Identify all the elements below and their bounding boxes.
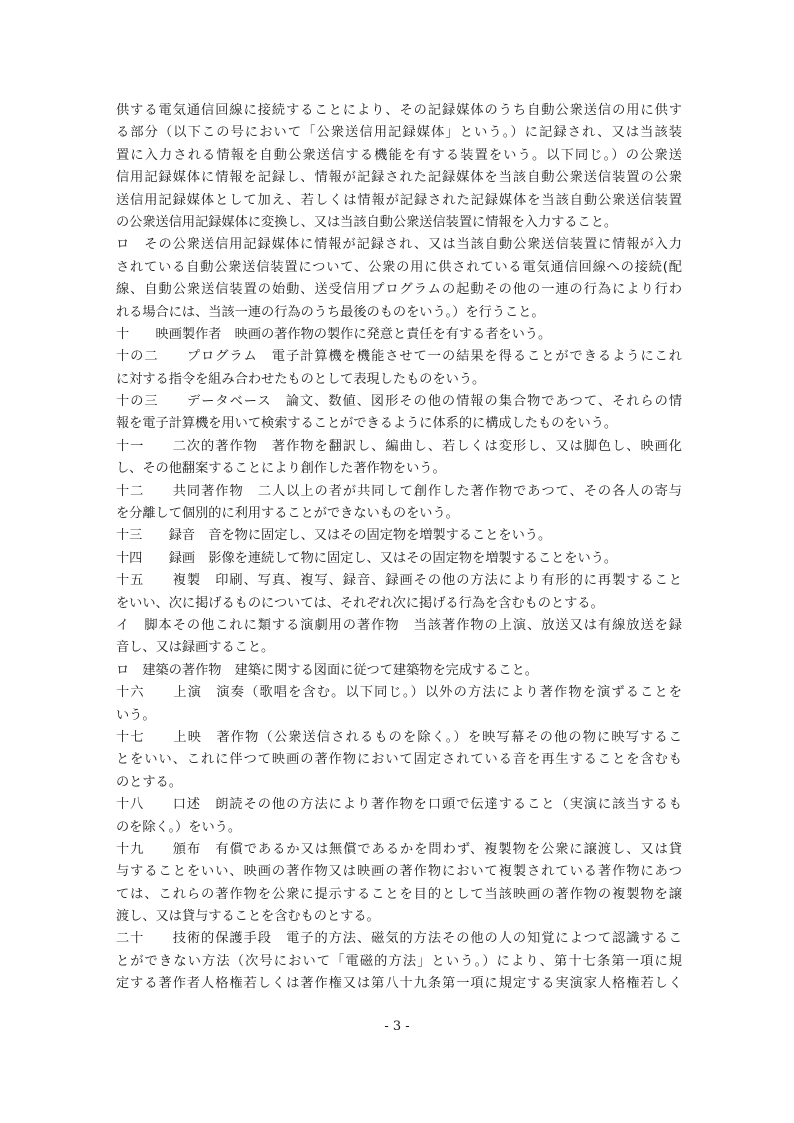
text-line: 十七 上映 著作物（公衆送信されるものを除く。）を映写幕その他の物に映写するこ <box>116 729 682 745</box>
text-line: 報を電子計算機を用いて検索することができるように体系的に構成したものをいう。 <box>116 416 618 432</box>
text-line: 十五 複製 印刷、写真、複写、録音、録画その他の方法により有形的に再製すること <box>116 573 682 589</box>
text-line: れる場合には、当該一連の行為のうち最後のものをいう。）を行うこと。 <box>116 304 545 320</box>
text-line: 十六 上演 演奏（歌唱を含む。以下同じ。）以外の方法により著作物を演ずることを <box>116 685 682 701</box>
text-line: をいい、次に掲げるものについては、それぞれ次に掲げる行為を含むものとする。 <box>116 595 604 611</box>
text-line: ては、これらの著作物を公衆に提示することを目的として当該映画の著作物の複製物を譲 <box>116 886 682 902</box>
text-line: されている自動公衆送信装置について、公衆の用に供されている電気通信回線への接続(配 <box>116 259 682 275</box>
text-line: とができない方法（次号において「電磁的方法」という。）により、第十七条第一項に規 <box>116 953 682 969</box>
text-line: 与することをいい、映画の著作物又は映画の著作物において複製されている著作物にあつ <box>116 864 682 880</box>
text-line: 十の二 プログラム 電子計算機を機能させて一の結果を得ることができるようにこれ <box>116 349 682 365</box>
text-line: 十二 共同著作物 二人以上の者が共同して創作した著作物であつて、その各人の寄与 <box>116 483 682 499</box>
text-line: のを除く。）をいう。 <box>116 819 242 835</box>
text-line: の公衆送信用記録媒体に変換し、又は当該自動公衆送信装置に情報を入力すること。 <box>116 214 618 230</box>
text-line: 十 映画製作者 映画の著作物の製作に発意と責任を有する者をいう。 <box>116 326 552 342</box>
text-line: のとする。 <box>116 774 182 790</box>
text-line: とをいい、これに伴つて映画の著作物において固定されている音を再生することを含むも <box>116 752 682 768</box>
text-line: 十一 二次的著作物 著作物を翻訳し、編曲し、若しくは変形し、又は脚色し、映画化 <box>116 438 682 454</box>
text-line: し、その他翻案することにより創作した著作物をいう。 <box>116 461 446 477</box>
text-line: 定する著作者人格権若しくは著作権又は第八十九条第一項に規定する実演家人格権若しく <box>116 976 682 992</box>
text-line: 十四 録画 影像を連続して物に固定し、又はその固定物を増製することをいう。 <box>116 550 618 566</box>
text-line: 十三 録音 音を物に固定し、又はその固定物を増製することをいう。 <box>116 528 552 544</box>
text-line: 十の三 データベース 論文、数値、図形その他の情報の集合物であつて、それらの情 <box>116 394 682 410</box>
text-line: 置に入力される情報を自動公衆送信する機能を有する装置をいう。以下同じ。）の公衆送 <box>116 147 682 163</box>
text-line: ロ その公衆送信用記録媒体に情報が記録され、又は当該自動公衆送信装置に情報が入力 <box>116 237 682 253</box>
text-line: に対する指令を組み合わせたものとして表現したものをいう。 <box>116 371 486 387</box>
body-text <box>116 100 682 996</box>
text-line: 二十 技術的保護手段 電子的方法、磁気的方法その他の人の知覚によつて認識するこ <box>116 931 682 947</box>
text-line: 線、自動公衆送信装置の始動、送受信用プログラムの起動その他の一連の行為により行わ <box>116 282 682 298</box>
text-line: ロ 建築の著作物 建築に関する図面に従つて建築物を完成すること。 <box>116 662 538 678</box>
text-line: 十八 口述 朗読その他の方法により著作物を口頭で伝達すること（実演に該当するも <box>116 797 682 813</box>
text-line: 信用記録媒体に情報を記録し、情報が記録された記録媒体を当該自動公衆送信装置の公衆 <box>116 170 682 186</box>
text-line: 渡し、又は貸与することを含むものとする。 <box>116 909 380 925</box>
text-line: る部分（以下この号において「公衆送信用記録媒体」という。）に記録され、又は当該装 <box>116 125 682 141</box>
text-line: 供する電気通信回線に接続することにより、その記録媒体のうち自動公衆送信の用に供す <box>116 103 682 118</box>
page-number: - 3 - <box>384 1019 410 1034</box>
text-line: いう。 <box>116 707 156 723</box>
text-line: 十九 頒布 有償であるか又は無償であるかを問わず、複製物を公衆に譲渡し、又は貸 <box>116 841 682 857</box>
text-line: 送信用記録媒体として加え、若しくは情報が記録された記録媒体を当該自動公衆送信装置 <box>116 192 682 208</box>
text-line: を分離して個別的に利用することができないものをいう。 <box>116 506 459 522</box>
text-line: イ 脚本その他これに類する演劇用の著作物 当該著作物の上演、放送又は有線放送を録 <box>116 617 682 633</box>
text-line: 音し、又は録画すること。 <box>116 640 275 656</box>
